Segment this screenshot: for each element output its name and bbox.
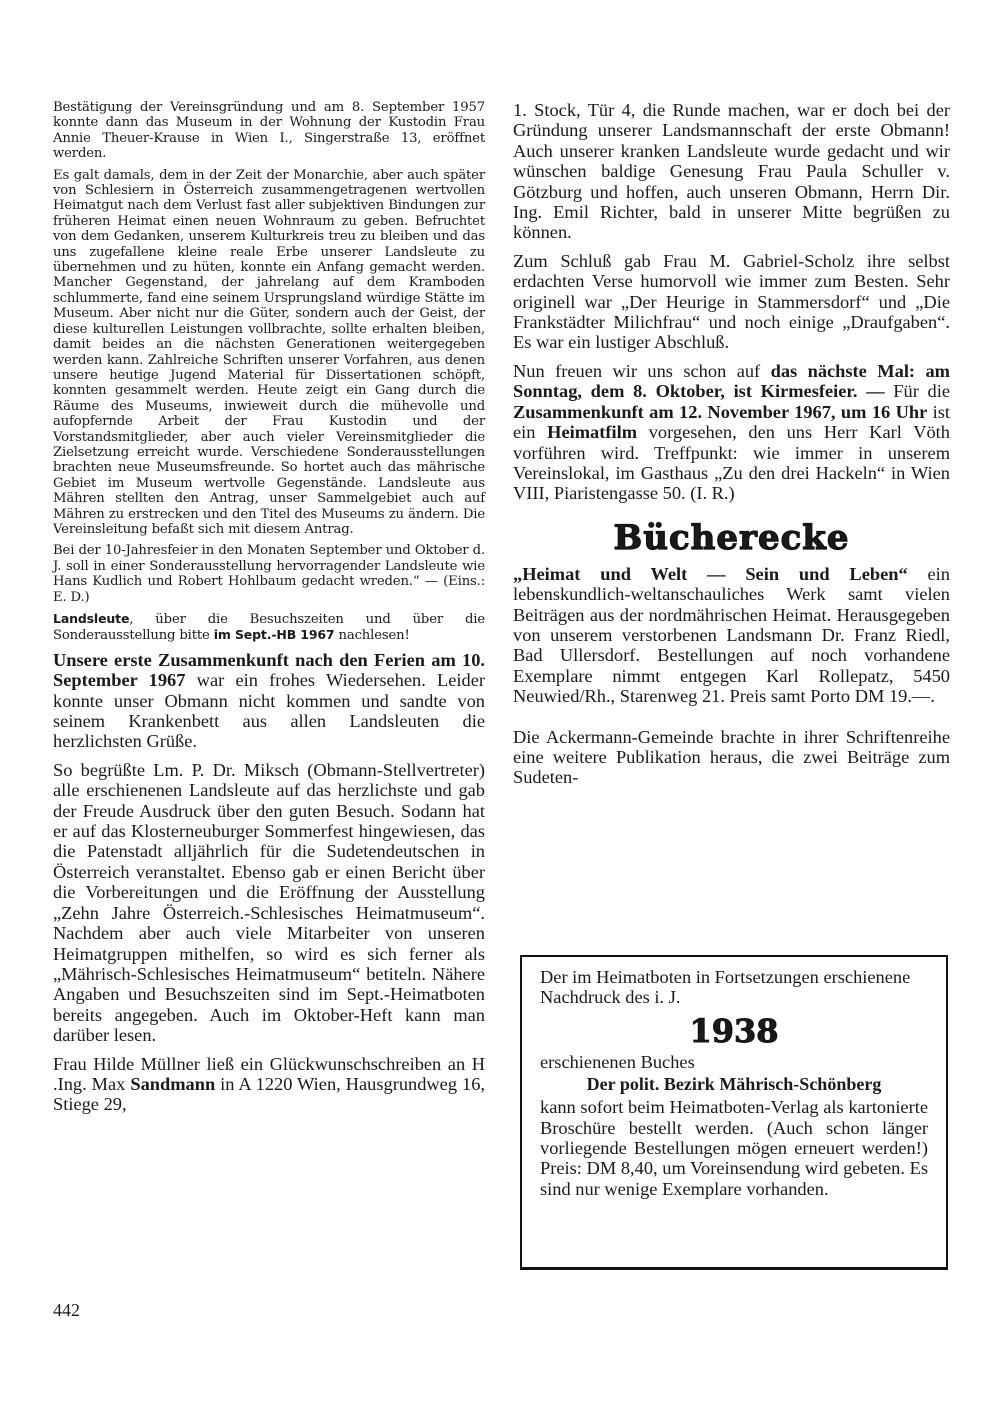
november-meeting-date: Zusammenkunft am 12. November 1967, um 16 Uhr xyxy=(513,401,928,422)
ad-book-label: erschienenen Buches xyxy=(540,1051,695,1072)
ad-book-title: Der polit. Bezirk Mährisch-Schönberg xyxy=(586,1074,882,1095)
advertisement-box xyxy=(520,955,948,1270)
paragraph-first-meeting xyxy=(53,650,485,752)
ad-order-info: kann sofort beim Heimatboten-Verlag als kartonierte Broschüre bestellt werden. (Auch schon länger vorliegende Bestellungen mögen erneuert werden!) Preis: DM 8,40, um Voreinsendung wird gebeten. Es sind nur wenige Exemplare vorhanden. xyxy=(540,1097,928,1199)
ad-year: 1938 xyxy=(689,1011,779,1050)
paragraph-book-heimat-welt xyxy=(513,564,950,707)
paragraph-greeting: So begrüßte Lm. P. Dr. Miksch (Obmann-Stellvertreter) alle erschienenen Landsleute auf das herzlichste und gab der Freude Ausdruck über den guten Besuch. Sodann hat er auf das Klosterneuburger Sommerfest hingewiesen, das die Patenstadt alljährlich für die Sudetendeutschen in Österreich veranstaltet. Ebenso gab er einen Bericht über die Vorbereitungen und die Eröffnung der Ausstellung „Zehn Jahre Österreich.-Schlesisches Heimatmuseum“. Nachdem aber auch viele Mitarbeiter von unseren Heimatgruppen mithelfen, so wird es sich ferner als „Mährisch-Schlesisches Heimatmuseum“ betiteln. Nähere Angaben und Besuchszeiten sind im Sept.-Heimatboten bereits angegeben. Auch im Oktober-Heft kann man darüber lesen. xyxy=(53,759,485,1046)
text-segment: nachlesen! xyxy=(334,628,410,644)
paragraph-founding-obmann: 1. Stock, Tür 4, die Runde machen, war er doch bei der Gründung unserer Landsmannschaft der erste Obmann! Auch unserer kranken Landsleute wurde gedacht und wir wünschen baldige Genesung Frau Paula Schuller v. Götzburg und hoffen, auch unseren Obmann, Herrn Dir. Ing. Emil Richter, bald in unserer Mitte begrüßen zu können. xyxy=(513,100,950,243)
text-segment: Für die xyxy=(884,381,950,402)
paragraph-visiting-hours xyxy=(53,611,485,644)
text-segment: Nun freuen wir uns schon auf xyxy=(513,360,771,381)
name-sandmann: Sandmann xyxy=(130,1073,216,1094)
text-segment: vorgesehen, den uns Herr Karl Vöth vorführen wird. Treffpunkt: wie immer in unserem Vereinslokal, im Gasthaus „Zu den drei Hackeln“ in Wien VIII, Piaristengasse 50. (I. R.) xyxy=(513,422,950,504)
text-segment: war ein frohes Wiedersehen. Leider konnte unser Obmann nicht kommen und sandte von seinem Krankenbett aus allen Landsleuten die herzlichsten Grüße. xyxy=(53,670,486,752)
paragraph-museum-opening: Bestätigung der Vereinsgründung und am 8. September 1957 konnte dann das Museum in der Wohnung der Kustodin Frau Annie Theuer-Krause in Wien I., Singerstraße 13, eröffnet werden. xyxy=(53,100,485,162)
ad-intro: Der im Heimatboten in Fortsetzungen erschienene Nachdruck des i. J. xyxy=(540,967,911,1008)
text-segment: Frau Hilde Müllner ließ ein Glückwunschschreiben an H .Ing. Max xyxy=(53,1053,485,1094)
right-column xyxy=(513,100,950,796)
hb-reference: im Sept.-HB 1967 xyxy=(213,627,335,643)
heimatfilm-label: Heimatfilm xyxy=(547,422,638,443)
paragraph-congratulation xyxy=(53,1054,485,1115)
kirmes-date: das nächste Mal: am Sonntag, dem 8. Oktober, ist Kirmesfeier. — xyxy=(513,360,950,402)
landsleute-label: Landsleute xyxy=(53,611,130,626)
meeting-headline: Unsere erste Zusammenkunft nach den Ferien am 10. September 1967 xyxy=(53,649,485,691)
text-segment: ein lebenskundlich-weltanschauliches Werk samt vielen Beiträgen aus der nordmährischen Heimat. Herausgegeben von unserem verstorbenen Landsmann Dr. Franz Riedl, Bad Ullersdorf. Bestellungen auf noch vorhandene Exemplare nimmt entgegen Karl Rollepatz, 5450 Neuwied/Rh., Starenweg 21. Preis samt Porto DM 19.—. xyxy=(513,563,950,707)
section-title-buecherecke: Bücherecke xyxy=(613,517,850,558)
text-segment: ist ein xyxy=(513,401,950,443)
paragraph-closing-verses: Zum Schluß gab Frau M. Gabriel-Scholz ihre selbst erdachten Verse humorvoll wie immer zum Besten. Sehr originell war „Der Heurige in Stammersdorf“ und „Die Frankstädter Milichfrau“ und noch einige „Draufgaben“. Es war ein lustiger Abschluß. xyxy=(513,250,950,353)
paragraph-anniversary: Bei der 10-Jahresfeier in den Monaten September und Oktober d. J. soll in einer Sonderausstellung hervorragender Landsleute wie Hans Kudlich und Robert Hohlbaum gedacht wreden.“ — (Eins.: E. D.) xyxy=(53,543,485,605)
text-segment: in A 1220 Wien, Hausgrundweg 16, Stiege 29, xyxy=(53,1073,485,1115)
book-title: „Heimat und Welt — Sein und Leben“ xyxy=(513,563,908,584)
text-segment: , über die Besuchszeiten und über die Sonderausstellung bitte xyxy=(53,612,485,644)
page-number: 442 xyxy=(53,1300,80,1320)
paragraph-next-meetings xyxy=(513,361,950,504)
paragraph-ackermann: Die Ackermann-Gemeinde brachte in ihrer Schriftenreihe eine weitere Publikation heraus, die zwei Beiträge zum Sudeten- xyxy=(513,726,950,788)
paragraph-museum-history: Es galt damals, dem in der Zeit der Monarchie, aber auch später von Schlesiern in Österreich zusammengetragenen wertvollen Heimatgut nach dem Verlust fast aller subjektiven Bindungen zur früheren Heimat einen neuen Wohnraum zu geben. Befruchtet von dem Gedanken, unserem Kulturkreis treu zu bleiben und das uns zugefallene kleine reale Erbe unserer Landsleute zu übernehmen und zu hüten, konnte ein Anfang gemacht werden. Mancher Gegenstand, der jahrelang auf dem Kramboden schlummerte, fand eine seinem Ursprungsland würdige Stätte im Museum. Aber nicht nur die Güter, sondern auch der Geist, der diese kulturellen Leistungen vollbrachte, sollte erhalten bleiben, damit beides an die nächsten Generationen weitergegeben werden kann. Zahlreiche Schriften unserer Vorfahren, aus denen unsere heutige Jugend Material für Dissertationen schöpft, konnten gesammelt werden. Heute zeigt ein Gang durch die Räume des Museums, inwieweit durch die mühevolle und aufopfernde Arbeit der Frau Kustodin und der Vorstandsmitglieder, aber auch vieler Vereinsmitglieder die Zielsetzung erreicht wurde. Verschiedene Sonderausstellungen brachten neue Museumsfreunde. So hortet auch das mährische Gebiet im Museum wertvolle Gegenstände. Landsleute aus Mähren stellten den Antrag, unser Sammelgebiet auch auf Mähren zu erstrecken und den Titel des Museums zu ändern. Die Vereinsleitung befaßt sich mit diesem Antrag. xyxy=(53,167,485,537)
left-column xyxy=(53,100,485,1123)
